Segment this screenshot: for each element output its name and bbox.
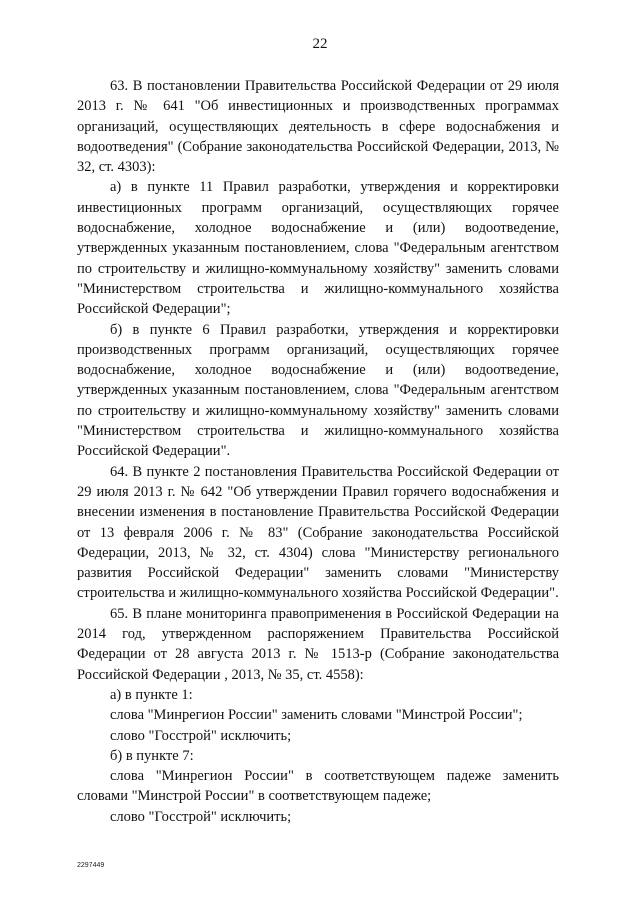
paragraph-65-b-replace: слова "Минрегион России" в соответствующем падеже заменить словами "Минстрой России" в соответствующем падеже; [77, 768, 559, 805]
paragraph-63-b: б) в пункте 6 Правил разработки, утверждения и корректировки производственных программ организаций, осуществляющих горячее водоснабжение, холодное водоснабжение и (или) водоотведение, утвержденных указанным постановлением, слова "Федеральным агентством по строительству и жилищно-коммунальному хозяйству" заменить словами "Министерством строительства и жилищно-коммунального хозяйства Российской Федерации". [77, 321, 559, 460]
paragraph-65-b: б) в пункте 7: [110, 747, 194, 764]
paragraph-65-a-replace: слова "Минрегион России" заменить словами "Минстрой России"; [110, 707, 523, 724]
paragraph-65-a-remove: слово "Госстрой" исключить; [110, 727, 292, 744]
paragraph-64: 64. В пункте 2 постановления Правительства Российской Федерации от 29 июля 2013 г. № 642 "Об утверждении Правил горячего водоснабжения и внесении изменения в постановление Правительства Российской Федерации от 13 февраля 2006 г. № 83" (Собрание законодательства Российской Федерации, 2013, № 32, ст. 4304) слова "Министерству регионального развития Российской Федерации" заменить словами "Министерству строительства и жилищно-коммунального хозяйства Российской Федерации". [77, 463, 559, 602]
paragraph-65-b-remove: слово "Госстрой" исключить; [110, 808, 292, 825]
document-code: 2297449 [77, 862, 105, 869]
paragraph-65-a: а) в пункте 1: [110, 686, 193, 703]
paragraph-65: 65. В плане мониторинга правоприменения в Российской Федерации на 2014 год, утвержденном распоряжением Правительства Российской Федерации от 28 августа 2013 г. № 1513-р (Собрание законодательства Российской Федерации , 2013, № 35, ст. 4558): [77, 605, 559, 683]
paragraph-63: 63. В постановлении Правительства Российской Федерации от 29 июля 2013 г. № 641 "Об инвестиционных и производственных программах организаций, осуществляющих деятельность в сфере водоснабжения и водоотведения" (Собрание законодательства Российской Федерации, 2013, № 32, ст. 4303): [77, 78, 559, 176]
document-body [77, 76, 559, 827]
paragraph-63-a: а) в пункте 11 Правил разработки, утверждения и корректировки инвестиционных программ организаций, осуществляющих горячее водоснабжение, холодное водоснабжение и (или) водоотведение, утвержденных указанным постановлением, слова "Федеральным агентством по строительству и жилищно-коммунальному хозяйству" заменить словами "Министерством строительства и жилищно-коммунального хозяйства Российской Федерации"; [77, 179, 559, 318]
page-number: 22 [312, 36, 328, 52]
